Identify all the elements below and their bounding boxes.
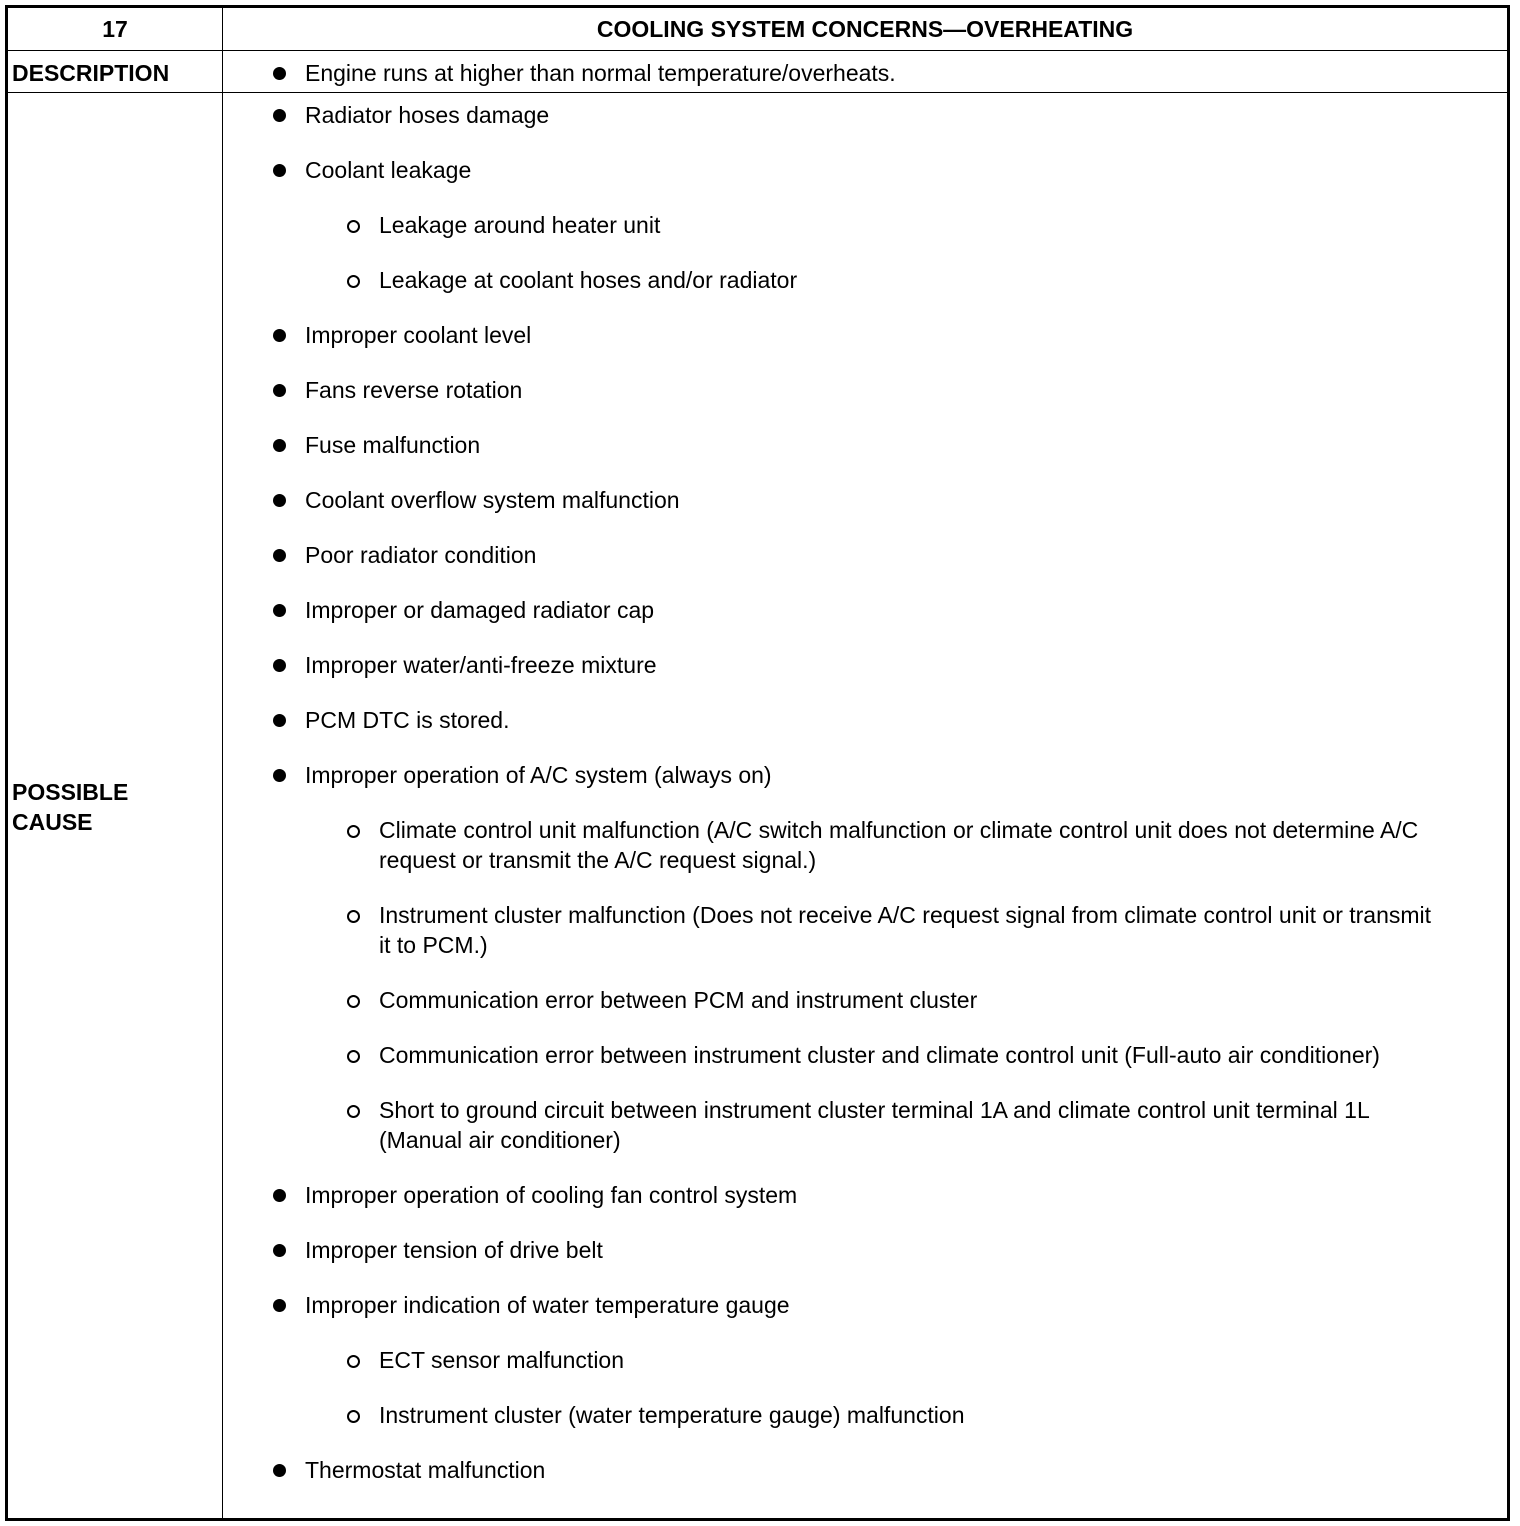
cause-subitem [223, 1345, 1507, 1375]
cause-text: PCM DTC is stored. [305, 707, 510, 733]
cause-text: Instrument cluster malfunction (Does not receive A/C request signal from climate control unit or transmit it to PCM.) [379, 902, 1432, 958]
cause-subitem [223, 900, 1507, 960]
cause-text: Improper water/anti-freeze mixture [305, 652, 657, 678]
table-title: COOLING SYSTEM CONCERNS—OVERHEATING [596, 15, 1134, 42]
cause-text: Improper operation of cooling fan control system [305, 1182, 798, 1208]
circle-bullet-icon [347, 1105, 360, 1118]
cause-item [223, 375, 1507, 405]
bullet-icon [273, 1299, 286, 1312]
bullet-icon [273, 714, 286, 727]
cause-text: Short to ground circuit between instrument cluster terminal 1A and climate control unit terminal 1L (Manual air conditioner) [379, 1097, 1369, 1153]
bullet-icon [273, 67, 286, 80]
bullet-icon [273, 604, 286, 617]
bullet-icon [273, 1244, 286, 1257]
possible-cause-label [12, 777, 128, 837]
circle-bullet-icon [347, 995, 360, 1008]
circle-bullet-icon [347, 825, 360, 838]
cause-item [223, 1235, 1507, 1265]
bullet-icon [273, 1189, 286, 1202]
cause-text: Improper indication of water temperature gauge [305, 1292, 790, 1318]
cause-item [223, 320, 1507, 350]
cause-subitem [223, 1040, 1507, 1070]
cause-item [223, 705, 1507, 735]
cause-item [223, 430, 1507, 460]
bullet-icon [273, 439, 286, 452]
cause-text: Leakage around heater unit [379, 212, 661, 238]
cause-text: Communication error between instrument cluster and climate control unit (Full-auto air conditioner) [379, 1042, 1380, 1068]
cause-item [223, 1455, 1507, 1485]
cause-subitem [223, 985, 1507, 1015]
cause-text: Coolant overflow system malfunction [305, 487, 680, 513]
circle-bullet-icon [347, 220, 360, 233]
possible-cause-label-line1: POSSIBLE [12, 779, 129, 805]
cause-subitem [223, 1095, 1507, 1155]
circle-bullet-icon [347, 1050, 360, 1063]
cause-text: Radiator hoses damage [305, 102, 550, 128]
description-item [223, 58, 1507, 88]
bullet-icon [273, 329, 286, 342]
bullet-icon [273, 659, 286, 672]
cause-item [223, 1290, 1507, 1320]
cause-text: Fans reverse rotation [305, 377, 523, 403]
cause-text: Coolant leakage [305, 157, 472, 183]
cause-text: ECT sensor malfunction [379, 1347, 625, 1373]
cause-text: Thermostat malfunction [305, 1457, 546, 1483]
cause-text: Leakage at coolant hoses and/or radiator [379, 267, 798, 293]
row-divider [8, 50, 1507, 51]
cause-item [223, 760, 1507, 790]
bullet-icon [273, 109, 286, 122]
bullet-icon [273, 769, 286, 782]
cause-subitem [223, 1400, 1507, 1430]
diagnostic-table [5, 5, 1510, 1521]
row-divider [8, 92, 1507, 93]
cause-text: Communication error between PCM and instrument cluster [379, 987, 978, 1013]
cause-subitem [223, 265, 1507, 295]
cause-text: Improper tension of drive belt [305, 1237, 603, 1263]
cause-subitem [223, 210, 1507, 240]
cause-text: Improper or damaged radiator cap [305, 597, 655, 623]
bullet-icon [273, 1464, 286, 1477]
circle-bullet-icon [347, 910, 360, 923]
cause-item [223, 540, 1507, 570]
bullet-icon [273, 494, 286, 507]
cause-item [223, 155, 1507, 185]
cause-text: Instrument cluster (water temperature gauge) malfunction [379, 1402, 965, 1428]
cause-item [223, 595, 1507, 625]
cause-text: Poor radiator condition [305, 542, 537, 568]
cause-text: Improper operation of A/C system (always on) [305, 762, 772, 788]
cause-text: Improper coolant level [305, 322, 532, 348]
bullet-icon [273, 384, 286, 397]
cause-item [223, 485, 1507, 515]
description-label: DESCRIPTION [12, 60, 170, 86]
cause-item [223, 650, 1507, 680]
cause-item [223, 1180, 1507, 1210]
possible-cause-list [223, 100, 1507, 1485]
cause-item [223, 100, 1507, 130]
possible-cause-label-line2: CAUSE [12, 809, 93, 835]
bullet-icon [273, 164, 286, 177]
bullet-icon [273, 549, 286, 562]
description-text: Engine runs at higher than normal temperature/overheats. [305, 60, 896, 86]
table-number: 17 [102, 15, 128, 42]
circle-bullet-icon [347, 275, 360, 288]
cause-text: Climate control unit malfunction (A/C switch malfunction or climate control unit does not determine A/C request or transmit the A/C request signal.) [379, 817, 1419, 873]
description-content [223, 58, 1507, 88]
circle-bullet-icon [347, 1410, 360, 1423]
cause-text: Fuse malfunction [305, 432, 481, 458]
cause-subitem [223, 815, 1507, 875]
circle-bullet-icon [347, 1355, 360, 1368]
